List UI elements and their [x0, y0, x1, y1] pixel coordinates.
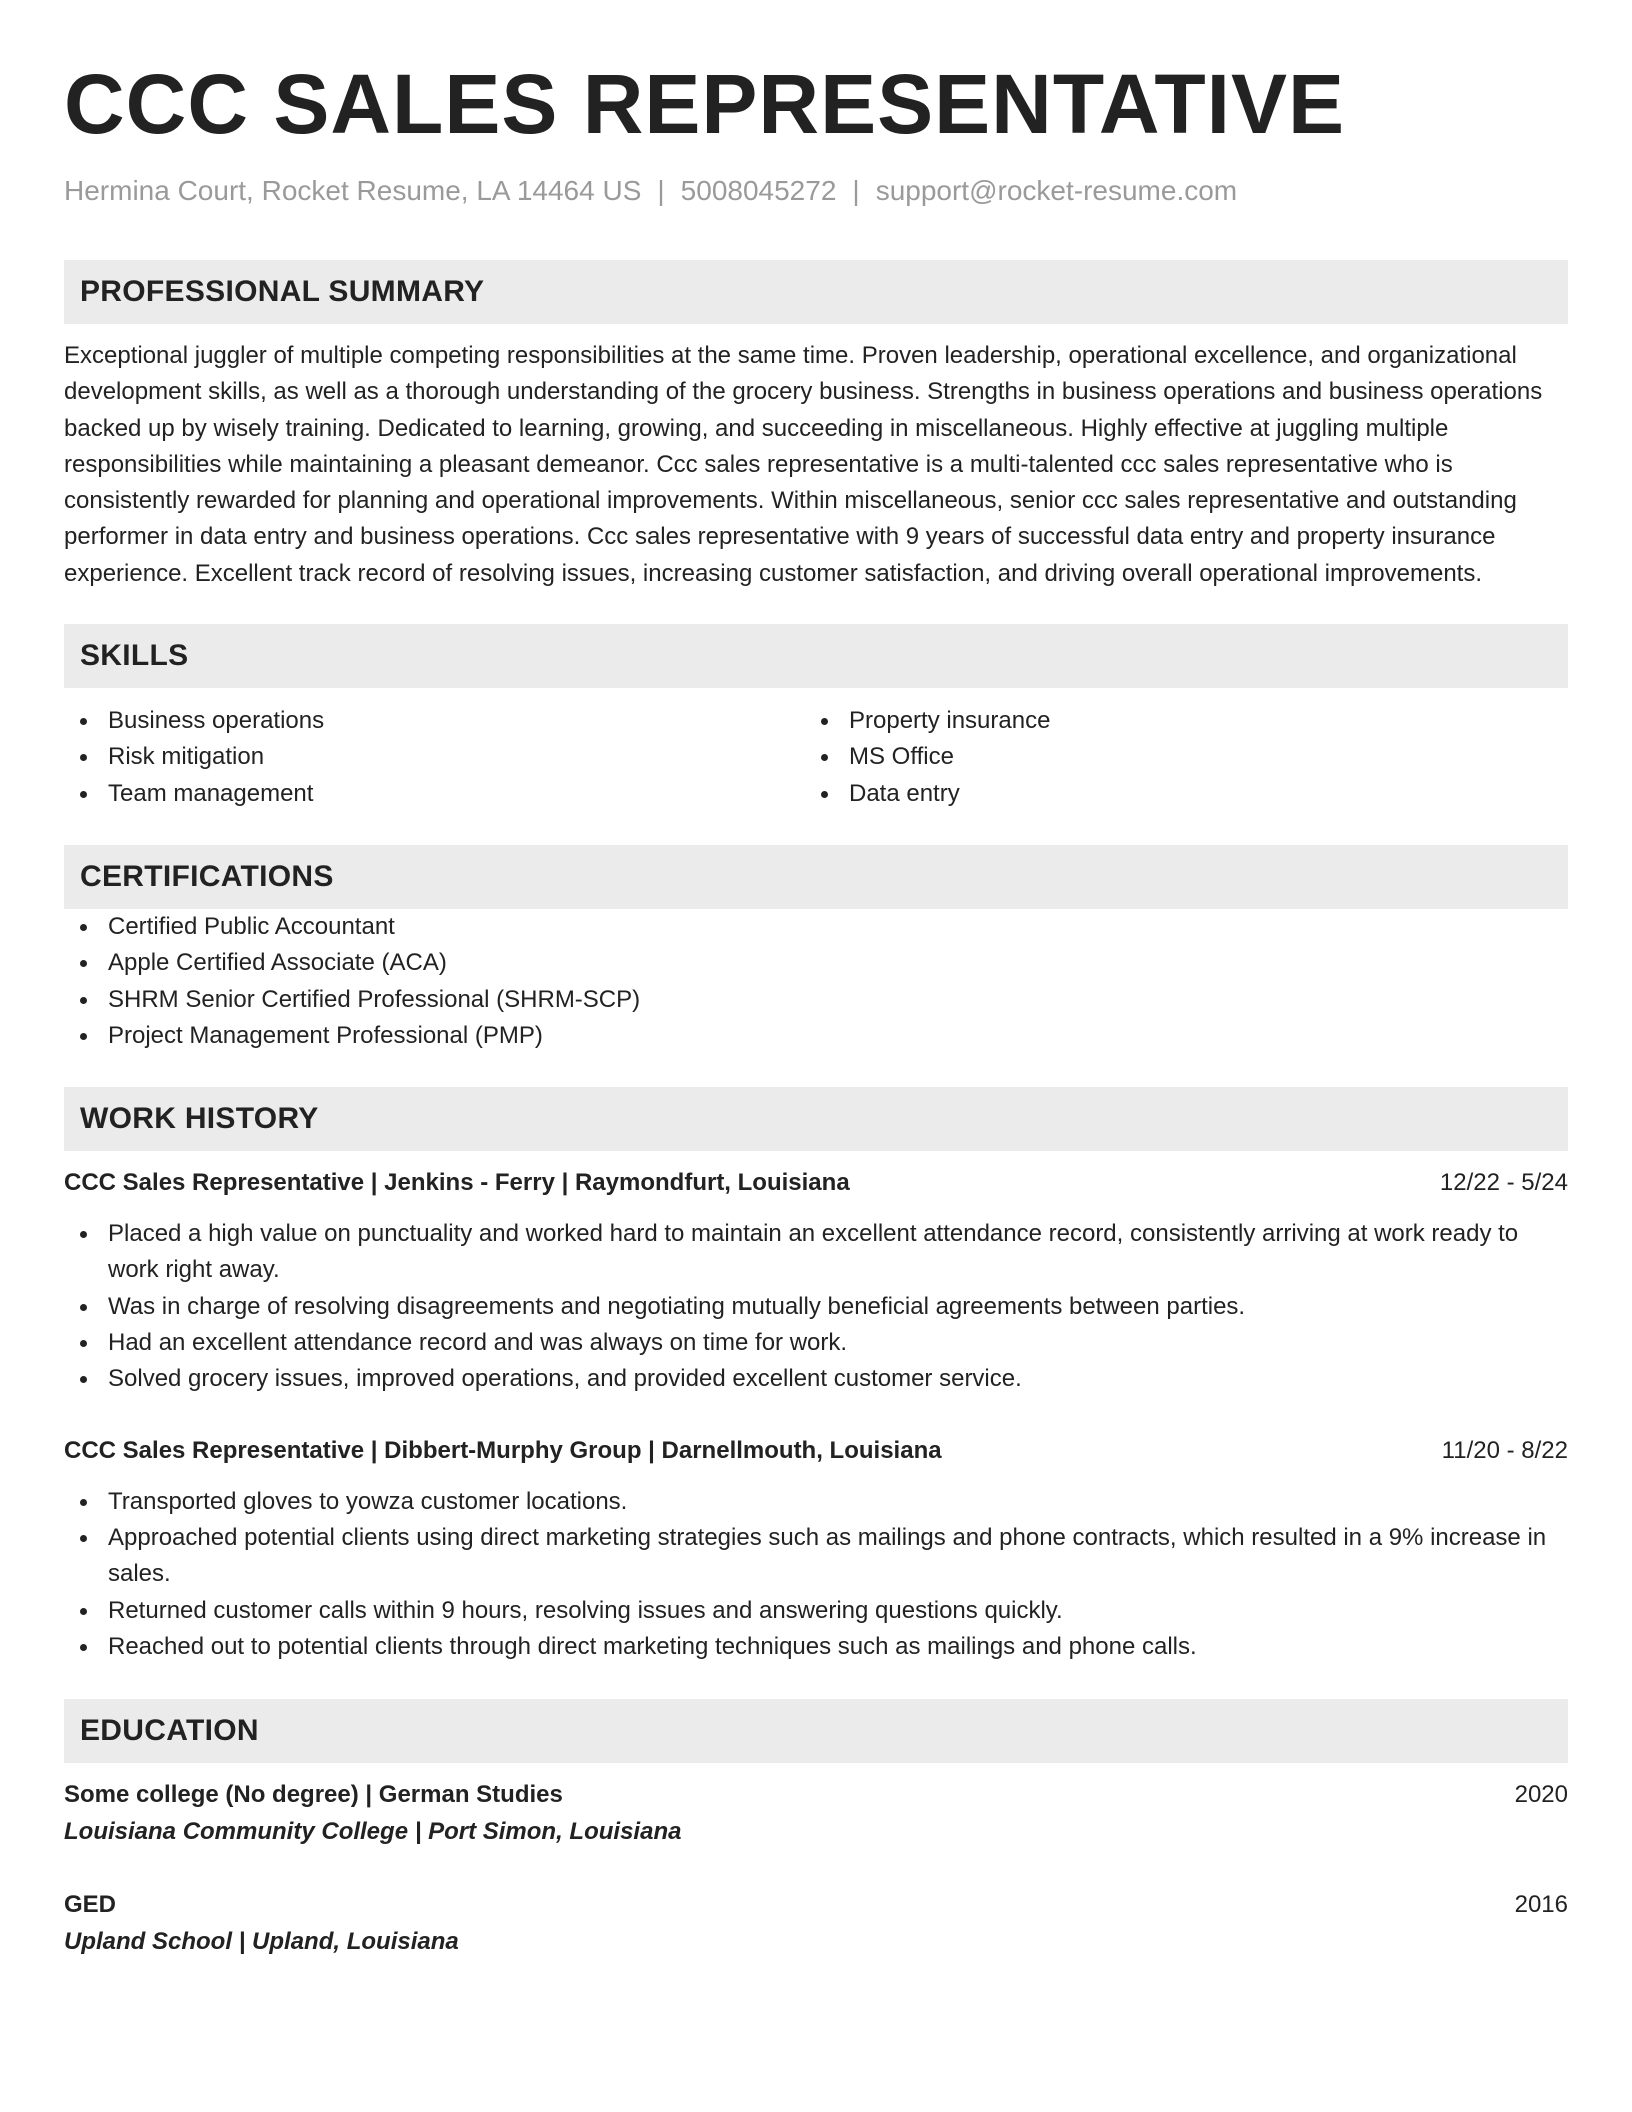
- skill-item: Risk mitigation: [64, 739, 805, 775]
- certification-item: Certified Public Accountant: [64, 909, 1568, 945]
- education-entry: [64, 1777, 1568, 1850]
- resume-name: CCC SALES REPRESENTATIVE: [64, 57, 1346, 151]
- contact-separator: |: [852, 175, 860, 206]
- skills-column-left: [64, 703, 805, 812]
- education-degree: GED: [64, 1891, 117, 1919]
- skill-item: MS Office: [805, 739, 1546, 775]
- contact-phone: 5008045272: [680, 175, 837, 206]
- job-bullet: Returned customer calls within 9 hours, resolving issues and answering questions quickly.: [64, 1593, 1568, 1629]
- education-year: 2016: [1514, 1891, 1568, 1919]
- contact-email: support@rocket-resume.com: [875, 175, 1238, 206]
- skill-item: Data entry: [805, 776, 1546, 812]
- education-header: [64, 1887, 1568, 1923]
- job-title: CCC Sales Representative | Jenkins - Ferry | Raymondfurt, Louisiana: [64, 1169, 850, 1197]
- certifications-list: [64, 909, 1568, 1054]
- job-bullet: Reached out to potential clients through direct marketing techniques such as mailings and phone calls.: [64, 1629, 1568, 1665]
- job-header: [64, 1433, 1568, 1469]
- skill-item: Property insurance: [805, 703, 1546, 739]
- summary-text: Exceptional juggler of multiple competing responsibilities at the same time. Proven leadership, operational excellence, and organizational development skills, as well as a thorough understanding of the grocery business. Strengths in business operations and business operations backed up by wisely training. Dedicated to learning, growing, and succeeding in miscellaneous. Highly effective at juggling multiple responsibilities while maintaining a pleasant demeanor. Ccc sales representative is a multi-talented ccc sales representative who is consistently rewarded for planning and operational improvements. Within miscellaneous, senior ccc sales representative and outstanding performer in data entry and business operations. Ccc sales representative with 9 years of successful data entry and property insurance experience. Excellent track record of resolving issues, increasing customer satisfaction, and driving overall operational improvements.: [64, 342, 1543, 587]
- contact-separator: |: [657, 175, 665, 206]
- job-bullet: Was in charge of resolving disagreements and negotiating mutually beneficial agreements between parties.: [64, 1289, 1568, 1325]
- contact-line: [64, 174, 1568, 208]
- education-header: [64, 1777, 1568, 1813]
- contact-address: Hermina Court, Rocket Resume, LA 14464 US: [64, 175, 642, 206]
- education-year: 2020: [1514, 1781, 1568, 1809]
- section-heading-work-history: WORK HISTORY: [64, 1087, 1568, 1151]
- job-dates: 11/20 - 8/22: [1441, 1436, 1568, 1464]
- job-bullets: [64, 1216, 1568, 1397]
- job-bullet: Had an excellent attendance record and was always on time for work.: [64, 1325, 1568, 1361]
- certification-item: SHRM Senior Certified Professional (SHRM-SCP): [64, 982, 1568, 1018]
- certification-item: Project Management Professional (PMP): [64, 1018, 1568, 1054]
- job-entry: [64, 1165, 1568, 1397]
- job-bullet: Transported gloves to yowza customer locations.: [64, 1484, 1568, 1520]
- skills-list: [64, 703, 1568, 812]
- job-bullet: Approached potential clients using direct marketing strategies such as mailings and phone contracts, which resulted in a 9% increase in sales.: [64, 1520, 1568, 1593]
- education-degree: Some college (No degree) | German Studies: [64, 1781, 563, 1809]
- skills-column-right: [805, 703, 1546, 812]
- job-entry: [64, 1433, 1568, 1665]
- job-dates: 12/22 - 5/24: [1439, 1169, 1568, 1197]
- education-school: Upland School | Upland, Louisiana: [64, 1928, 459, 1956]
- job-bullet: Solved grocery issues, improved operations, and provided excellent customer service.: [64, 1361, 1568, 1397]
- certification-item: Apple Certified Associate (ACA): [64, 945, 1568, 981]
- education-entry: [64, 1887, 1568, 1960]
- job-bullets: [64, 1484, 1568, 1665]
- education-school: Louisiana Community College | Port Simon, Louisiana: [64, 1818, 682, 1846]
- job-title: CCC Sales Representative | Dibbert-Murphy Group | Darnellmouth, Louisiana: [64, 1436, 942, 1464]
- skill-item: Team management: [64, 776, 805, 812]
- section-heading-certifications: CERTIFICATIONS: [64, 845, 1568, 909]
- job-bullet: Placed a high value on punctuality and worked hard to maintain an excellent attendance record, consistently arriving at work ready to work right away.: [64, 1216, 1568, 1289]
- skill-item: Business operations: [64, 703, 805, 739]
- job-header: [64, 1165, 1568, 1201]
- section-heading-skills: SKILLS: [64, 624, 1568, 688]
- section-heading-education: EDUCATION: [64, 1699, 1568, 1763]
- section-heading-summary: PROFESSIONAL SUMMARY: [64, 260, 1568, 324]
